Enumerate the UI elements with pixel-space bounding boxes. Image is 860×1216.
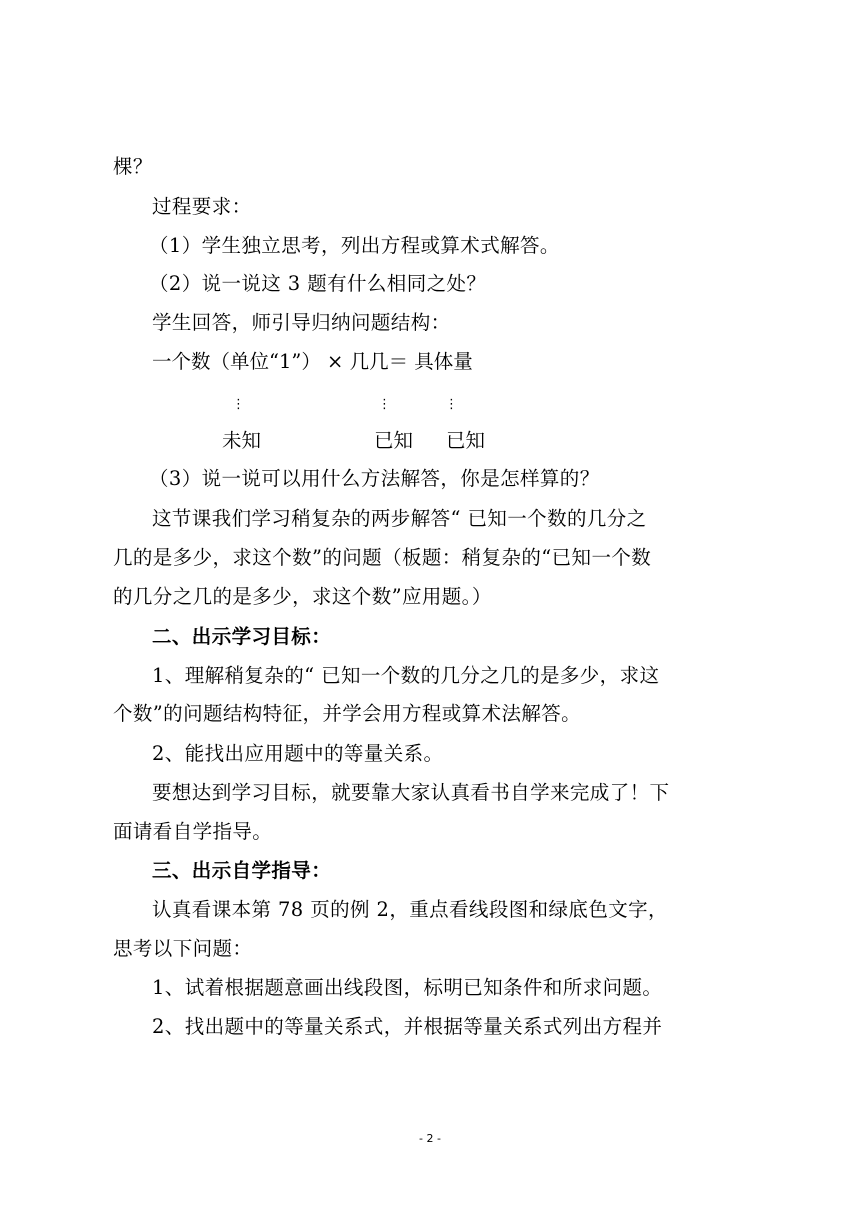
equation-line: 一个数（单位“1”） × 几几＝ 具体量 xyxy=(152,350,473,373)
text-line: 几的是多少，求这个数”的问题（板题：稍复杂的“已知一个数 xyxy=(113,546,652,569)
text-line: 要想达到学习目标，就要靠大家认真看书自学来完成了！下 xyxy=(152,781,670,804)
text-line: 个数”的问题结构特征，并学会用方程或算术法解答。 xyxy=(113,702,582,725)
text-line: 棵？ xyxy=(113,155,153,178)
text-line: 1、试着根据题意画出线段图，标明已知条件和所求问题。 xyxy=(152,976,663,999)
connector-dots: ⋮ xyxy=(232,397,245,412)
text-line: （3）说一说可以用什么方法解答，你是怎样算的？ xyxy=(149,467,600,490)
text-line: 这节课我们学习稍复杂的两步解答“ 已知一个数的几分之 xyxy=(152,507,647,530)
text-line: 过程要求： xyxy=(152,195,252,218)
text-line: （2）说一说这 3 题有什么相同之处？ xyxy=(149,272,487,295)
text-line: 2、找出题中的等量关系式，并根据等量关系式列出方程并 xyxy=(152,1015,663,1038)
text-line: 的几分之几的是多少，求这个数”应用题。） xyxy=(113,585,492,608)
text-line: 2、能找出应用题中的等量关系。 xyxy=(152,742,444,765)
text-line: 面请看自学指导。 xyxy=(113,820,273,843)
text-line: 思考以下问题： xyxy=(113,937,253,960)
text-line: 学生回答，师引导归纳问题结构： xyxy=(152,311,451,334)
label-unknown: 未知 xyxy=(222,429,262,452)
connector-dots: ⋮ xyxy=(378,397,391,412)
text-line: （1）学生独立思考，列出方程或算术式解答。 xyxy=(149,234,560,257)
text-line: 1、理解稍复杂的“ 已知一个数的几分之几的是多少，求这 xyxy=(152,664,660,687)
section-heading: 三、出示自学指导： xyxy=(152,859,332,882)
label-known: 已知 xyxy=(374,429,414,452)
label-known: 已知 xyxy=(446,429,486,452)
section-heading: 二、出示学习目标： xyxy=(152,625,332,648)
page-number: - 2 - xyxy=(419,1132,441,1145)
text-line: 认真看课本第 78 页的例 2，重点看线段图和绿底色文字， xyxy=(152,898,668,921)
connector-dots: ⋮ xyxy=(445,397,458,412)
